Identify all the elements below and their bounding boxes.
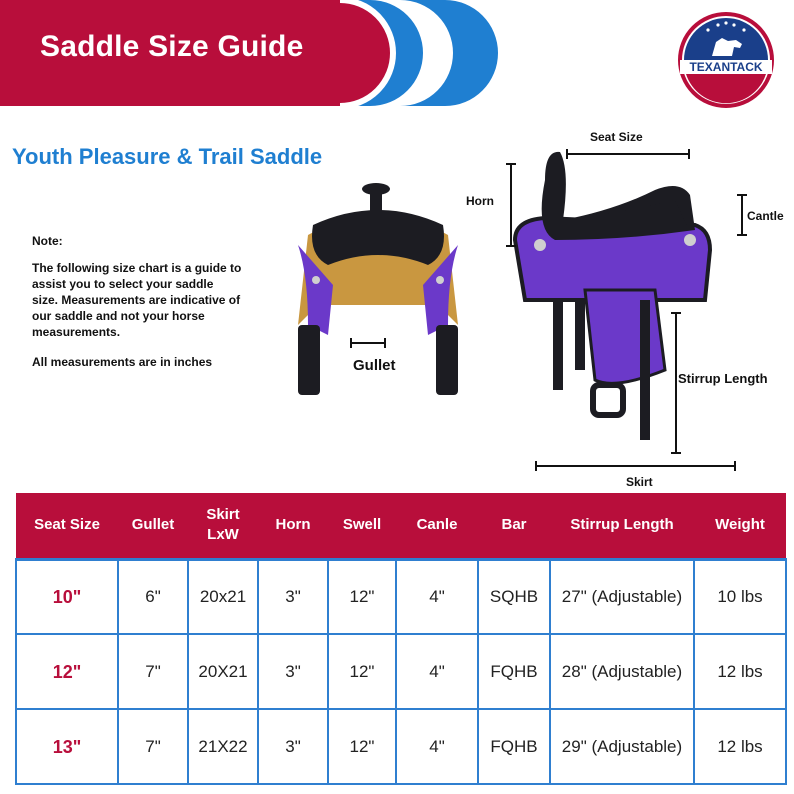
header-swell: Swell [328, 493, 396, 559]
header-canle: Canle [396, 493, 478, 559]
table-row [16, 559, 786, 634]
cell-gullet: 7" [118, 634, 188, 709]
cell-seat-size: 10" [16, 559, 118, 634]
horn-label: Horn [466, 194, 494, 208]
note-heading: Note: [32, 234, 63, 248]
cell-horn: 3" [258, 634, 328, 709]
cell-weight: 10 lbs [694, 559, 786, 634]
table-header-row [16, 493, 786, 559]
page-title: Saddle Size Guide [40, 30, 304, 63]
cell-seat-size: 13" [16, 709, 118, 784]
note-units: All measurements are in inches [32, 355, 213, 369]
cell-swell: 12" [328, 709, 396, 784]
cell-stirrup-length: 29" (Adjustable) [550, 709, 694, 784]
cell-skirt: 20x21 [188, 559, 258, 634]
skirt-label: Skirt [626, 475, 653, 489]
texantack-logo [676, 10, 776, 110]
cell-bar: SQHB [478, 559, 550, 634]
gullet-label: Gullet [353, 357, 396, 374]
stirrup-length-dimension-line [675, 312, 677, 454]
cantle-label: Cantle [747, 209, 784, 223]
skirt-dimension-line [535, 465, 736, 467]
stirrup-length-label: Stirrup Length [678, 371, 768, 386]
header-horn: Horn [258, 493, 328, 559]
cell-seat-size: 12" [16, 634, 118, 709]
cell-weight: 12 lbs [694, 709, 786, 784]
cell-swell: 12" [328, 634, 396, 709]
cell-canle: 4" [396, 709, 478, 784]
header-weight: Weight [694, 493, 786, 559]
cell-canle: 4" [396, 634, 478, 709]
section-subtitle: Youth Pleasure & Trail Saddle [12, 144, 323, 169]
cell-weight: 12 lbs [694, 634, 786, 709]
cell-skirt: 21X22 [188, 709, 258, 784]
cell-gullet: 7" [118, 709, 188, 784]
seat-size-dimension-line [566, 153, 690, 155]
note-body: The following size chart is a guide to assist you to select your saddle size. Measurements are indicative of our saddle and not your horse measurements. [32, 261, 242, 339]
size-table [15, 493, 787, 785]
banner-arc [400, 0, 510, 106]
table-row [16, 709, 786, 784]
table-row [16, 634, 786, 709]
header-bar: Bar [478, 493, 550, 559]
logo-text: TEXANTACK [689, 60, 763, 74]
gullet-dimension-line [350, 342, 386, 344]
cell-stirrup-length: 27" (Adjustable) [550, 559, 694, 634]
cell-horn: 3" [258, 709, 328, 784]
cell-skirt: 20X21 [188, 634, 258, 709]
header-skirt: Skirt LxW [188, 493, 258, 559]
cell-bar: FQHB [478, 634, 550, 709]
note-block [32, 233, 242, 381]
seat-size-label: Seat Size [590, 130, 643, 144]
header-seat-size: Seat Size [16, 493, 118, 559]
horn-dimension-line [510, 163, 512, 247]
cantle-dimension-line [741, 194, 743, 236]
header-gullet: Gullet [118, 493, 188, 559]
cell-stirrup-length: 28" (Adjustable) [550, 634, 694, 709]
saddle-side-image [505, 140, 725, 440]
cell-canle: 4" [396, 559, 478, 634]
cell-gullet: 6" [118, 559, 188, 634]
cell-horn: 3" [258, 559, 328, 634]
header-stirrup-length: Stirrup Length [550, 493, 694, 559]
cell-swell: 12" [328, 559, 396, 634]
cell-bar: FQHB [478, 709, 550, 784]
